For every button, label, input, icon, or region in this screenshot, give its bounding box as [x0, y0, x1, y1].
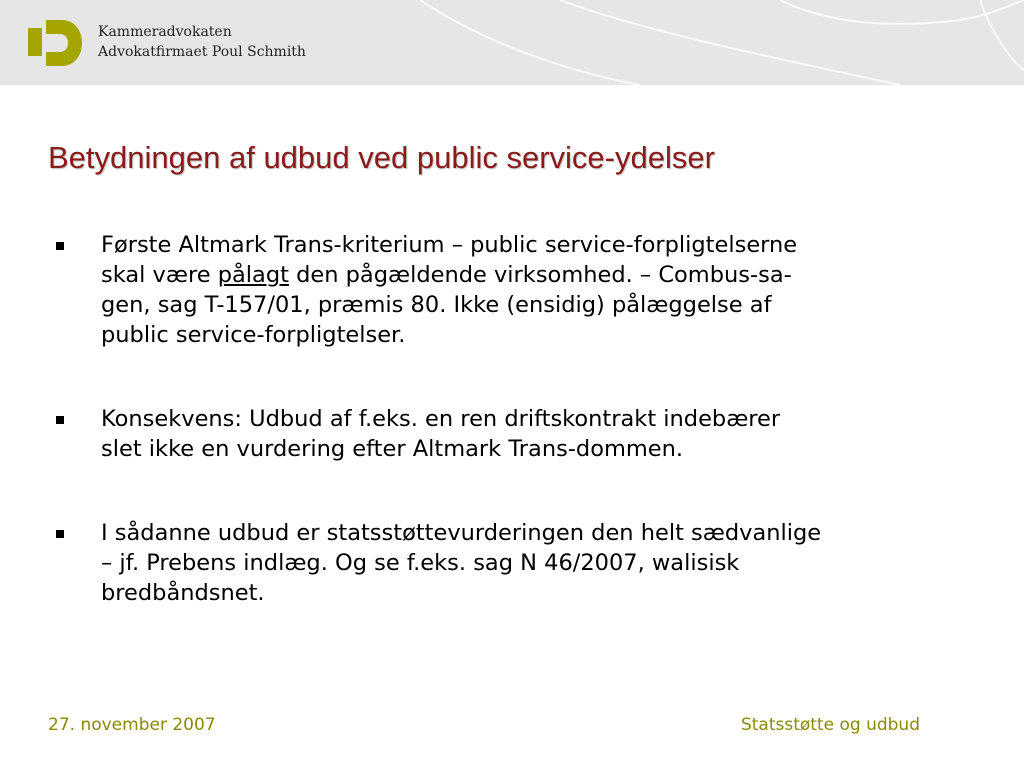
bullet-item [56, 230, 986, 350]
firm-name-line2: Advokatfirmaet Poul Schmith [98, 44, 306, 60]
slide-title: Betydningen af udbud ved public service-ydelser [48, 140, 715, 175]
bullet-3-line3: bredbåndsnet. [101, 580, 265, 606]
footer-topic: Statsstøtte og udbud [740, 715, 920, 735]
square-bullet-icon [56, 530, 64, 538]
kammeradvokaten-logo-icon [28, 20, 82, 66]
bullet-2-line2: slet ikke en vurdering efter Altmark Trans-dommen. [101, 436, 684, 462]
bullet-3-line2: – jf. Prebens indlæg. Og se f.eks. sag N 46/2007, walisisk [101, 550, 740, 576]
bullet-3-line1: I sådanne udbud er statsstøttevurderingen den helt sædvanlige [101, 520, 822, 546]
square-bullet-icon [56, 242, 64, 250]
bullet-2-line1: Konsekvens: Udbud af f.eks. en ren driftskontrakt indebærer [101, 406, 781, 432]
header-band [0, 0, 1024, 85]
footer-date: 27. november 2007 [48, 715, 216, 735]
bullet-1-line1: Første Altmark Trans-kriterium – public service-forpligtelserne [101, 232, 798, 258]
bullet-list [56, 230, 986, 608]
firm-name [98, 22, 306, 62]
bullet-1-underlined-word: pålagt [217, 262, 289, 288]
bullet-item [56, 404, 986, 464]
square-bullet-icon [56, 416, 64, 424]
bullet-1-line2-before: skal være [101, 262, 218, 288]
bullet-1-line3: gen, sag T-157/01, præmis 80. Ikke (ensidig) pålæggelse af [101, 292, 772, 318]
bullet-1-line2-after: den pågældende virksomhed. – Combus-sa- [288, 262, 792, 288]
bullet-1-line4: public service-forpligtelser. [101, 322, 406, 348]
bullet-item [56, 518, 986, 608]
firm-name-line1: Kammeradvokaten [98, 24, 232, 40]
